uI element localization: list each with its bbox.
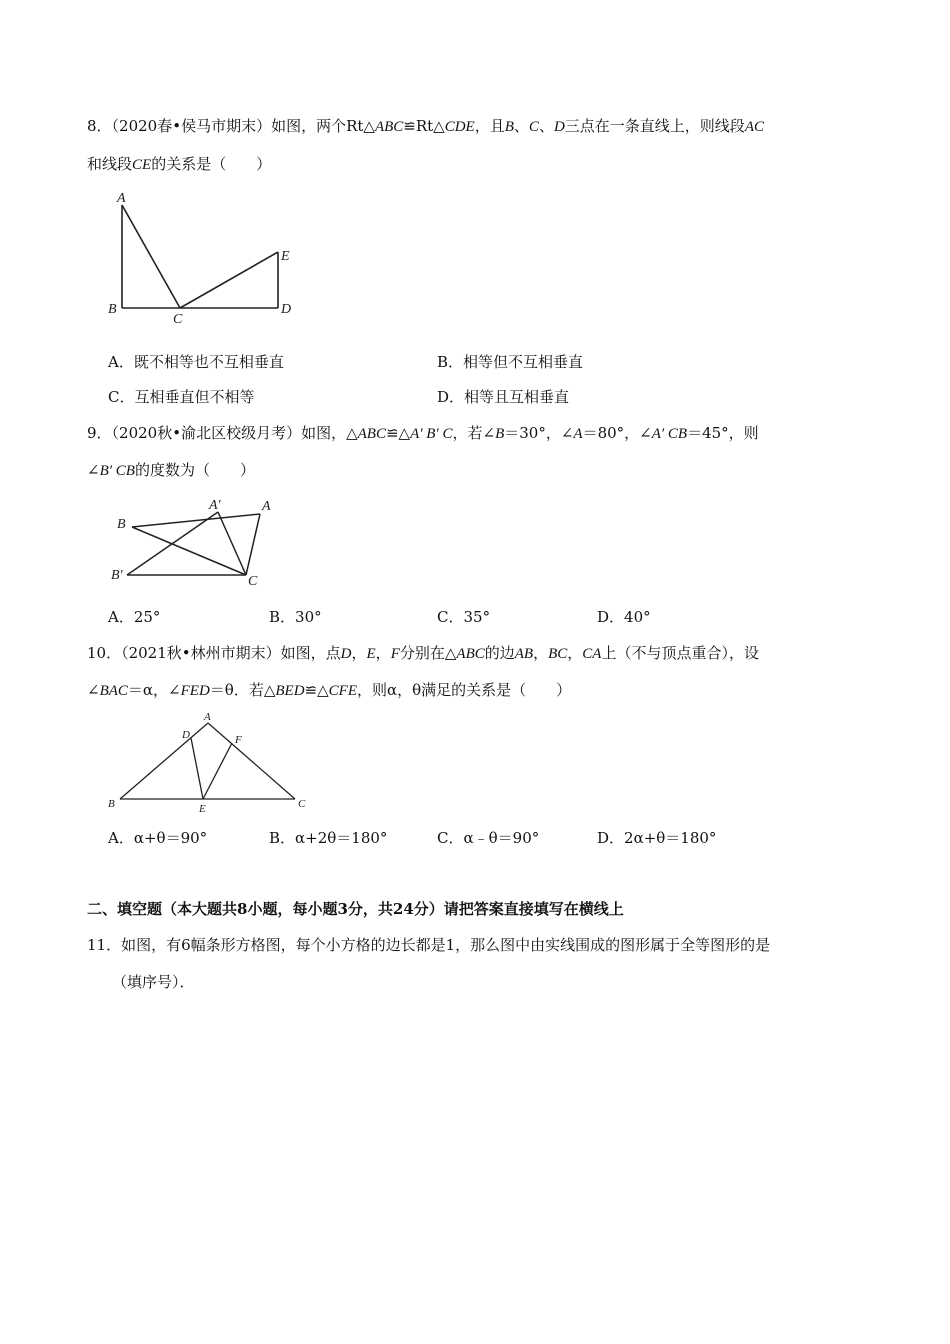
q10-figure [100,708,320,818]
q10-option-a[interactable]: A．α+θ＝90° [108,829,208,847]
q10-option-b[interactable]: B．α+2θ＝180° [269,829,388,847]
q10-label-A: A [204,711,211,723]
q10-label-C: C [298,798,306,810]
q8-option-b[interactable]: B．相等但不互相垂直 [437,353,584,371]
q9-seg-BpAp [127,512,218,575]
q9-option-c[interactable]: C．35° [437,608,491,626]
q11-line1: 11．如图，有6幅条形方格图，每个小方格的边长都是1，那么图中由实线围成的图形属于全等图形的是 [87,936,771,954]
section-title: 二、填空题（本大题共8小题，每小题3分，共24分）请把答案直接填写在横线上 [87,900,624,918]
q9-seg-AC [246,514,260,575]
q8-label-E: E [281,249,290,264]
q9-label-C: C [248,574,258,589]
q9-label-Ap: A′ [209,498,221,513]
q8-line2: 和线段CE的关系是（ ） [87,155,272,173]
q10-label-B: B [108,798,115,810]
q8-option-c[interactable]: C．互相垂直但不相等 [108,388,255,406]
q10-seg-AB [120,723,208,799]
q10-label-F: F [235,734,242,746]
q8-option-d[interactable]: D．相等且互相垂直 [437,388,570,406]
q10-option-d[interactable]: D．2α+θ＝180° [597,829,717,847]
q8-seg-AC [122,205,180,308]
q9-label-A: A [262,499,271,514]
q9-number: 9． [87,424,112,442]
q10-label-E: E [199,803,206,815]
q9-source: （2020秋•渝北区校级月考） [111,424,302,442]
q9-seg-BC [132,527,246,575]
q8-source: （2020春•侯马市期末） [111,117,272,135]
q8-figure [100,185,310,330]
q9-line2: ∠B′ CB的度数为（ ） [87,461,255,479]
q8-option-a[interactable]: A．既不相等也不互相垂直 [108,353,284,371]
q9-figure [105,492,285,592]
q9-option-a[interactable]: A．25° [108,608,161,626]
q8-number: 8． [87,117,112,135]
q11-line2: （填序号）． [112,973,195,991]
q10-seg-AC [208,723,295,799]
q10-source: （2021秋•林州市期末） [121,644,281,662]
q10-seg-DE [191,738,203,799]
q9-label-B: B [117,517,126,532]
q11-number: 11． [87,936,122,954]
q10-line2: ∠BAC＝α，∠FED＝θ．若△BED≌△CFE，则α，θ满足的关系是（ ） [87,681,572,699]
q9-option-d[interactable]: D．40° [597,608,651,626]
q8-label-B: B [108,302,117,317]
q8-line1: 8．（2020春•侯马市期末）如图，两个Rt△ABC≌Rt△CDE，且B、C、D三点在一条直线上，则线段AC [87,117,764,135]
q9-label-Bp: B′ [111,568,123,583]
q10-label-D: D [182,729,190,741]
q9-option-b[interactable]: B．30° [269,608,322,626]
q8-label-C: C [173,312,183,327]
q10-option-c[interactable]: C．α﹣θ＝90° [437,829,540,847]
q9-line1: 9．（2020秋•渝北区校级月考）如图，△ABC≌△A′ B′ C，若∠B＝30°，∠A＝80°，∠A′ CB＝45°，则 [87,424,759,442]
q9-seg-BA [132,514,260,527]
q8-seg-CE [180,252,278,308]
q10-seg-EF [203,743,232,799]
q10-number: 10． [87,644,122,662]
q8-label-A: A [117,191,126,206]
q10-line1: 10．（2021秋•林州市期末）如图，点D，E，F分别在△ABC的边AB，BC，CA上（不与顶点重合），设 [87,644,759,662]
q8-label-D: D [281,302,292,317]
